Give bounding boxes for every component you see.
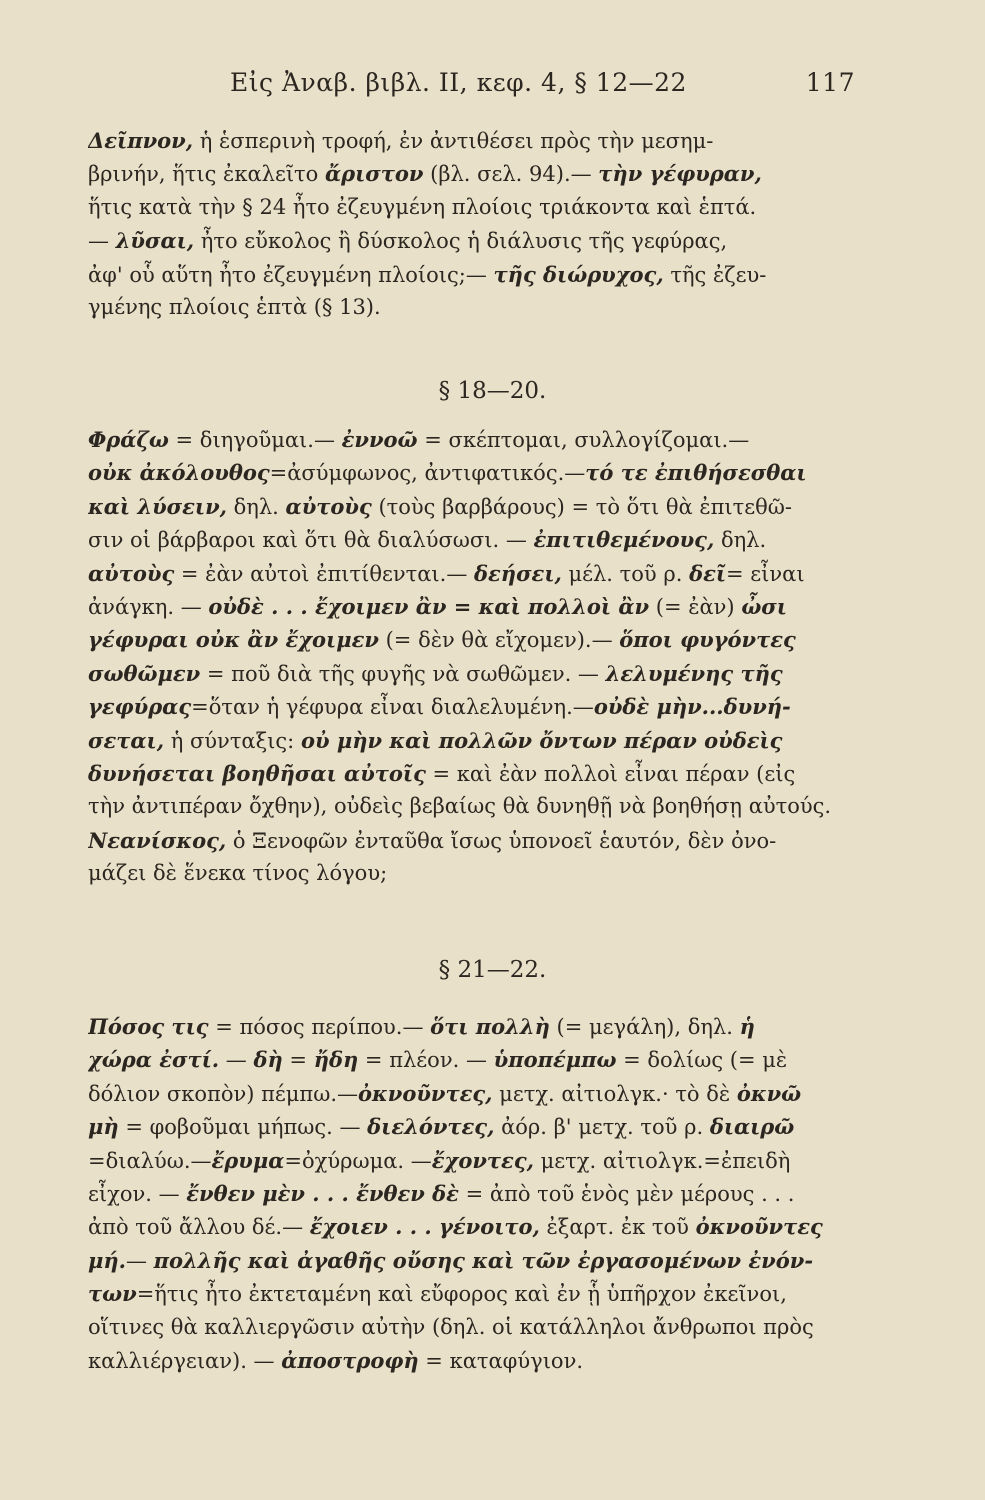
text-line: τὴν ἀντιπέραν ὄχθην), οὐδεὶς βεβαίως θὰ δυνηθῇ νὰ βοηθήσῃ αὐτούς.: [88, 794, 832, 819]
text-line: μή.— πολλῆς καὶ ἀγαθῆς οὔσης καὶ τῶν ἐργασομένων ἐνόν-: [88, 1247, 814, 1273]
text-line: γμένης πλοίοις ἑπτὰ (§ 13).: [88, 294, 381, 319]
commentary-paragraph-3: [88, 1010, 870, 1377]
text-line: εἶχον. — ἔνθεν μὲν . . . ἔνθεν δὲ = ἀπὸ τοῦ ἑνὸς μὲν μέρους . . .: [88, 1180, 795, 1206]
text-line: ἀπὸ τοῦ ἄλλου δέ.— ἔχοιεν . . . γένοιτο, ἐξαρτ. ἐκ τοῦ ὀκνοῦντες: [88, 1214, 823, 1240]
text-line: — λῦσαι, ἦτο εὔκολος ἢ δύσκολος ἡ διάλυσις τῆς γεφύρας,: [88, 228, 728, 254]
text-line: μὴ = φοβοῦμαι μήπως. — διελόντες, ἀόρ. β' μετχ. τοῦ ρ. διαιρῶ: [88, 1114, 795, 1140]
text-line: Δεῖπνον, ἡ ἑσπερινὴ τροφή, ἐν ἀντιθέσει πρὸς τὴν μεσημ-: [88, 128, 714, 153]
text-line: οἵτινες θὰ καλλιεργῶσιν αὐτὴν (δηλ. οἱ κατάλληλοι ἄνθρωποι πρὸς: [88, 1314, 814, 1339]
text-line: Πόσος τις = πόσος περίπου.— ὅτι πολλὴ (= μεγάλη), δηλ. ἡ: [88, 1014, 755, 1039]
commentary-paragraph-2: [88, 423, 870, 890]
text-line: Φράζω = διηγοῦμαι.— ἐννοῶ = σκέπτομαι, συλλογίζομαι.—: [88, 427, 750, 452]
text-line: ἀνάγκη. — οὐδὲ . . . ἔχοιμεν ἂν = καὶ πολλοὶ ἂν (= ἐὰν) ὦσι: [88, 593, 787, 619]
text-line: δυνήσεται βοηθῆσαι αὐτοῖς = καὶ ἐὰν πολλοὶ εἶναι πέραν (εἰς: [88, 760, 796, 786]
text-line: οὐκ ἀκόλουθος=ἀσύμφωνος, ἀντιφατικός.—τό τε ἐπιθήσεσθαι: [88, 460, 807, 486]
text-line: γέφυραι οὐκ ἂν ἔχοιμεν (= δὲν θὰ εἴχομεν).— ὅποι φυγόντες: [88, 627, 796, 653]
text-line: Νεανίσκος, ὁ Ξενοφῶν ἐνταῦθα ἴσως ὑπονοεῖ ἑαυτόν, δὲν ὀνο-: [88, 827, 777, 853]
page-number: 117: [805, 68, 855, 97]
header-title: Εἰς Ἀναβ. βιβλ. II, κεφ. 4, § 12—22: [230, 68, 687, 97]
text-line: σωθῶμεν = ποῦ διὰ τῆς φυγῆς νὰ σωθῶμεν. — λελυμένης τῆς: [88, 660, 783, 686]
text-line: χώρα ἐστί. — δὴ = ἤδη = πλέον. — ὑποπέμπω = δολίως (= μὲ: [88, 1047, 788, 1073]
text-line: καὶ λύσειν, δηλ. αὐτοὺς (τοὺς βαρβάρους) = τὸ ὅτι θὰ ἐπιτεθῶ-: [88, 493, 793, 519]
text-line: σεται, ἡ σύνταξις: οὐ μὴν καὶ πολλῶν ὄντων πέραν οὐδεὶς: [88, 727, 783, 753]
text-line: των=ἥτις ἦτο ἐκτεταμένη καὶ εὔφορος καὶ ἐν ᾗ ὑπῆρχον ἐκεῖνοι,: [88, 1281, 787, 1307]
commentary-paragraph-1: [88, 124, 870, 324]
text-line: σιν οἱ βάρβαροι καὶ ὅτι θὰ διαλύσωσι. — ἐπιτιθεμένους, δηλ.: [88, 527, 767, 553]
text-line: =διαλύω.—ἔρυμα=ὀχύρωμα. —ἔχοντες, μετχ. αἰτιολγκ.=ἐπειδὴ: [88, 1147, 791, 1173]
text-line: βρινήν, ἥτις ἐκαλεῖτο ἄριστον (βλ. σελ. 94).— τὴν γέφυραν,: [88, 161, 762, 187]
text-line: γεφύρας=ὅταν ἡ γέφυρα εἶναι διαλελυμένη.—οὐδὲ μὴν...δυνή-: [88, 694, 791, 720]
section-heading: § 18—20.: [438, 378, 547, 404]
text-line: μάζει δὲ ἕνεκα τίνος λόγου;: [88, 861, 388, 886]
text-line: ἥτις κατὰ τὴν § 24 ἦτο ἐζευγμένη πλοίοις τριάκοντα καὶ ἑπτά.: [88, 194, 757, 219]
text-line: αὐτοὺς = ἐὰν αὐτοὶ ἐπιτίθενται.— δεήσει, μέλ. τοῦ ρ. δεῖ= εἶναι: [88, 560, 805, 586]
text-line: ἀφ' οὗ αὕτη ἦτο ἐζευγμένη πλοίοις;— τῆς διώρυχος, τῆς ἐζευ-: [88, 261, 767, 287]
section-heading: § 21—22.: [438, 957, 547, 983]
text-line: καλλιέργειαν). — ἀποστροφὴ = καταφύγιον.: [88, 1347, 584, 1373]
text-line: δόλιον σκοπὸν) πέμπω.—ὀκνοῦντες, μετχ. αἰτιολγκ.· τὸ δὲ ὀκνῶ: [88, 1080, 802, 1106]
